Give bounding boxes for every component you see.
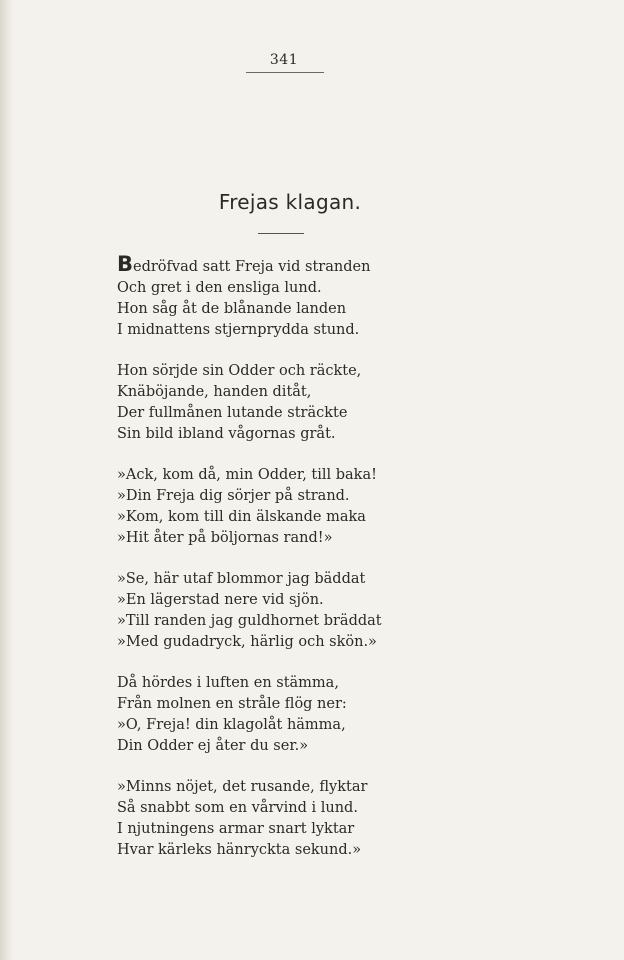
poem-line: »En lägerstad nere vid sjön. [117, 592, 324, 608]
stanza-3 [117, 465, 417, 549]
poem-line: Knäböjande, handen ditåt, [117, 384, 312, 400]
poem-line: »Hit åter på böljornas rand!» [117, 530, 333, 546]
poem-line: Hvar kärleks hänryckta sekund.» [117, 842, 362, 858]
poem-line: I midnattens stjernprydda stund. [117, 322, 360, 338]
first-line-text: edröfvad satt Freja vid stranden [133, 259, 371, 275]
stanza-5 [117, 673, 417, 757]
poem-line: I njutningens armar snart lyktar [117, 821, 355, 837]
stanza-6 [117, 777, 417, 861]
page-binding-edge [0, 0, 14, 960]
poem-line: Sin bild ibland vågornas gråt. [117, 426, 336, 442]
poem-line: »O, Freja! din klagolåt hämma, [117, 717, 346, 733]
poem-line: Och gret i den ensliga lund. [117, 280, 322, 296]
poem-line: »Ack, kom då, min Odder, till baka! [117, 467, 377, 483]
poem-line: Der fullmånen lutande sträckte [117, 405, 348, 421]
poem-line: Så snabbt som en vårvind i lund. [117, 800, 358, 816]
poem-line [117, 254, 417, 278]
poem-title: Frejas klagan. [218, 190, 362, 214]
poem-line: Hon sörjde sin Odder och räckte, [117, 363, 362, 379]
poem-line: »Minns nöjet, det rusande, flyktar [117, 779, 368, 795]
poem-line: »Din Freja dig sörjer på strand. [117, 488, 350, 504]
poem-line: »Till randen jag guldhornet bräddat [117, 613, 382, 629]
page-number: 341 [269, 52, 299, 68]
drop-initial: B [117, 252, 134, 276]
poem-line: Hon såg åt de blånande landen [117, 301, 347, 317]
poem-line: »Se, här utaf blommor jag bäddat [117, 571, 366, 587]
poem-line: »Med gudadryck, härlig och skön.» [117, 634, 377, 650]
page-number-rule [246, 72, 324, 73]
poem-line: Då hördes i luften en stämma, [117, 675, 339, 691]
poem-line: Din Odder ej åter du ser.» [117, 738, 309, 754]
poem-body [117, 254, 417, 881]
stanza-4 [117, 569, 417, 653]
poem-line: »Kom, kom till din älskande maka [117, 509, 366, 525]
title-rule [258, 233, 304, 234]
stanza-1 [117, 254, 417, 341]
stanza-2 [117, 361, 417, 445]
poem-line: Från molnen en stråle flög ner: [117, 696, 347, 712]
